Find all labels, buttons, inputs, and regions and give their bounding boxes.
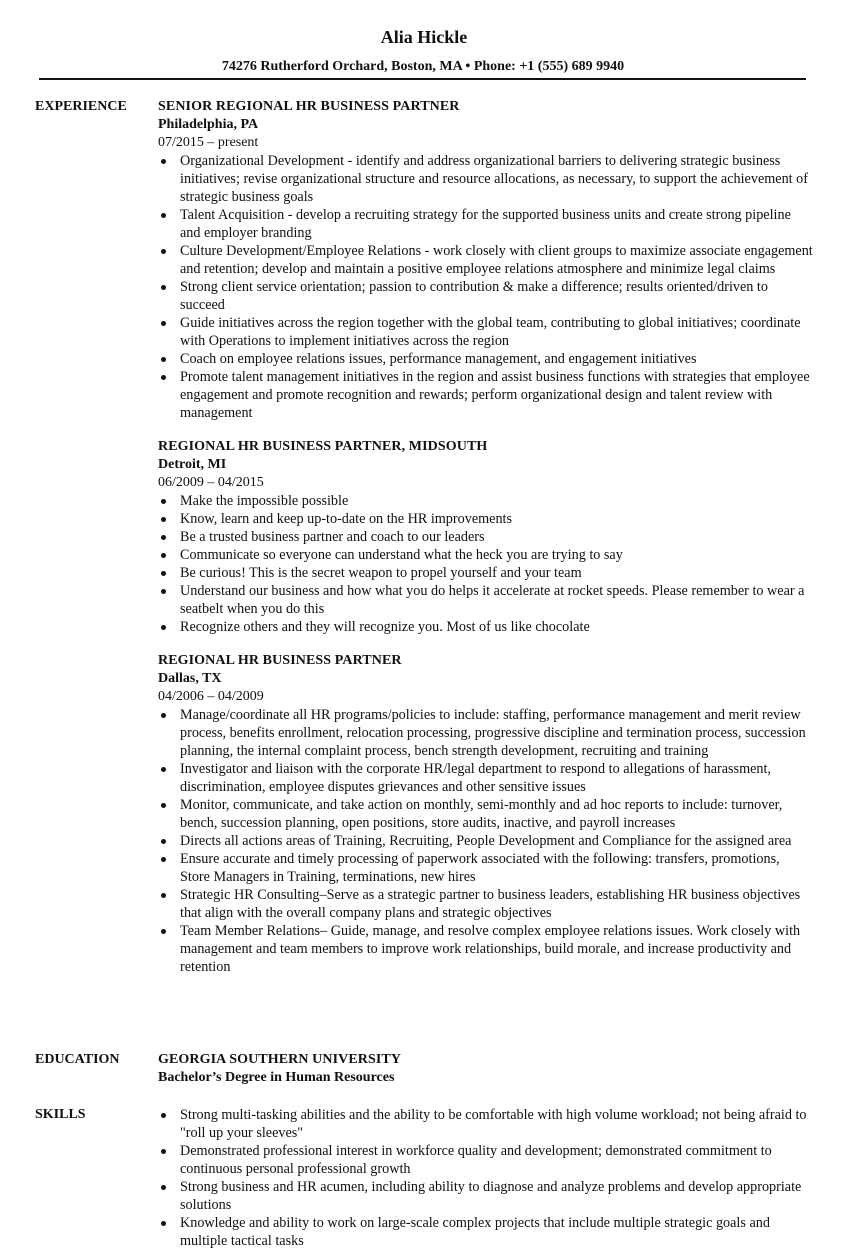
job-title: SENIOR REGIONAL HR BUSINESS PARTNER (158, 99, 460, 114)
bullet-dot-icon (161, 625, 166, 630)
bullet-dot-icon (161, 571, 166, 576)
bullet-item: Strong business and HR acumen, including ability to diagnose and analyze problems and develop appropriate solutions (158, 1178, 813, 1214)
job-location: Philadelphia, PA (158, 117, 259, 132)
bullet-dot-icon (161, 321, 166, 326)
bullet-item: Directs all actions areas of Training, Recruiting, People Development and Compliance for the assigned area (158, 832, 813, 850)
bullet-item: Organizational Development - identify and address organizational barriers to delivering strategic business initiatives; revise organizational structure and resource allocations, as necessary, to support the achievement of strategic business goals (158, 152, 813, 206)
job-dates: 07/2015 – present (158, 135, 259, 150)
job-entry (158, 438, 813, 636)
section-label-experience: EXPERIENCE (35, 99, 127, 114)
bullet-item: Coach on employee relations issues, performance management, and engagement initiatives (158, 350, 813, 368)
bullet-item: Investigator and liaison with the corporate HR/legal department to respond to allegations of harassment, discrimination, employee disputes grievances and other sensitive issues (158, 760, 813, 796)
bullet-dot-icon (161, 285, 166, 290)
bullet-dot-icon (161, 803, 166, 808)
skills-bullets (158, 1106, 813, 1250)
education-body (158, 1051, 813, 1087)
bullet-dot-icon (161, 857, 166, 862)
bullet-dot-icon (161, 713, 166, 718)
bullet-item: Communicate so everyone can understand what the heck you are trying to say (158, 546, 813, 564)
job-entry (158, 652, 813, 976)
bullet-dot-icon (161, 159, 166, 164)
bullet-item: Strategic HR Consulting–Serve as a strategic partner to business leaders, establishing HR business objectives that align with the overall company plans and strategic objectives (158, 886, 813, 922)
bullet-item: Know, learn and keep up-to-date on the HR improvements (158, 510, 813, 528)
bullet-dot-icon (161, 499, 166, 504)
bullet-dot-icon (161, 517, 166, 522)
candidate-name: Alia Hickle (380, 27, 468, 47)
job-bullets (158, 706, 813, 976)
bullet-item: Team Member Relations– Guide, manage, and resolve complex employee relations issues. Work closely with management and team members to improve work relationships, build morale, and increase productivity and retention (158, 922, 813, 976)
bullet-item: Demonstrated professional interest in workforce quality and development; demonstrated commitment to continuous personal professional growth (158, 1142, 813, 1178)
job-entry (158, 98, 813, 422)
bullet-dot-icon (161, 553, 166, 558)
bullet-item: Promote talent management initiatives in the region and assist business functions with strategies that employee engagement and promote recognition and rewards; perform organizational design and talent review with management (158, 368, 813, 422)
bullet-item: Strong client service orientation; passion to contribution & make a difference; results oriented/driven to succeed (158, 278, 813, 314)
skills-body (158, 1106, 813, 1250)
bullet-dot-icon (161, 213, 166, 218)
bullet-item: Strong multi-tasking abilities and the ability to be comfortable with high volume workload; not being afraid to "roll up your sleeves" (158, 1106, 813, 1142)
bullet-dot-icon (161, 1113, 166, 1118)
bullet-item: Make the impossible possible (158, 492, 813, 510)
bullet-item: Be curious! This is the secret weapon to propel yourself and your team (158, 564, 813, 582)
bullet-item: Manage/coordinate all HR programs/policies to include: staffing, performance management and merit review process, benefits enrollment, relocation processing, progressive discipline and termination process, succession planning, the internal complaint process, bench strength development, recruiting and training (158, 706, 813, 760)
contact-line: 74276 Rutherford Orchard, Boston, MA • Phone: +1 (555) 689 9940 (221, 59, 625, 74)
header-divider (39, 78, 806, 80)
section-label-education: EDUCATION (35, 1052, 120, 1067)
job-title: REGIONAL HR BUSINESS PARTNER (158, 653, 402, 668)
bullet-dot-icon (161, 1149, 166, 1154)
bullet-dot-icon (161, 589, 166, 594)
job-location: Detroit, MI (158, 457, 227, 472)
job-dates: 06/2009 – 04/2015 (158, 475, 264, 490)
bullet-item: Culture Development/Employee Relations - work closely with client groups to maximize associate engagement and retention; develop and maintain a positive employee relations atmosphere and minimize legal claims (158, 242, 813, 278)
degree: Bachelor’s Degree in Human Resources (158, 1070, 395, 1085)
school-name: GEORGIA SOUTHERN UNIVERSITY (158, 1052, 402, 1067)
job-dates: 04/2006 – 04/2009 (158, 689, 264, 704)
bullet-dot-icon (161, 893, 166, 898)
bullet-dot-icon (161, 1185, 166, 1190)
bullet-dot-icon (161, 249, 166, 254)
section-label-skills: SKILLS (35, 1107, 86, 1122)
bullet-dot-icon (161, 375, 166, 380)
job-bullets (158, 152, 813, 422)
bullet-item: Understand our business and how what you do helps it accelerate at rocket speeds. Please remember to wear a seatbelt when you do this (158, 582, 813, 618)
bullet-item: Recognize others and they will recognize you. Most of us like chocolate (158, 618, 813, 636)
bullet-dot-icon (161, 357, 166, 362)
bullet-dot-icon (161, 839, 166, 844)
experience-list (158, 98, 813, 992)
bullet-item: Guide initiatives across the region together with the global team, contributing to global initiatives; coordinate with Operations to implement initiatives across the region (158, 314, 813, 350)
bullet-dot-icon (161, 767, 166, 772)
job-title: REGIONAL HR BUSINESS PARTNER, MIDSOUTH (158, 439, 488, 454)
bullet-item: Talent Acquisition - develop a recruiting strategy for the supported business units and create strong pipeline and employer branding (158, 206, 813, 242)
job-bullets (158, 492, 813, 636)
bullet-item: Be a trusted business partner and coach to our leaders (158, 528, 813, 546)
bullet-item: Monitor, communicate, and take action on monthly, semi-monthly and ad hoc reports to include: turnover, bench, succession planning, open positions, store audits, inactive, and payroll increases (158, 796, 813, 832)
bullet-item: Knowledge and ability to work on large-scale complex projects that include multiple strategic goals and multiple tactical tasks (158, 1214, 813, 1250)
job-location: Dallas, TX (158, 671, 222, 686)
bullet-dot-icon (161, 929, 166, 934)
bullet-dot-icon (161, 535, 166, 540)
bullet-dot-icon (161, 1221, 166, 1226)
bullet-item: Ensure accurate and timely processing of paperwork associated with the following: transfers, promotions, Store Managers in Training, terminations, new hires (158, 850, 813, 886)
